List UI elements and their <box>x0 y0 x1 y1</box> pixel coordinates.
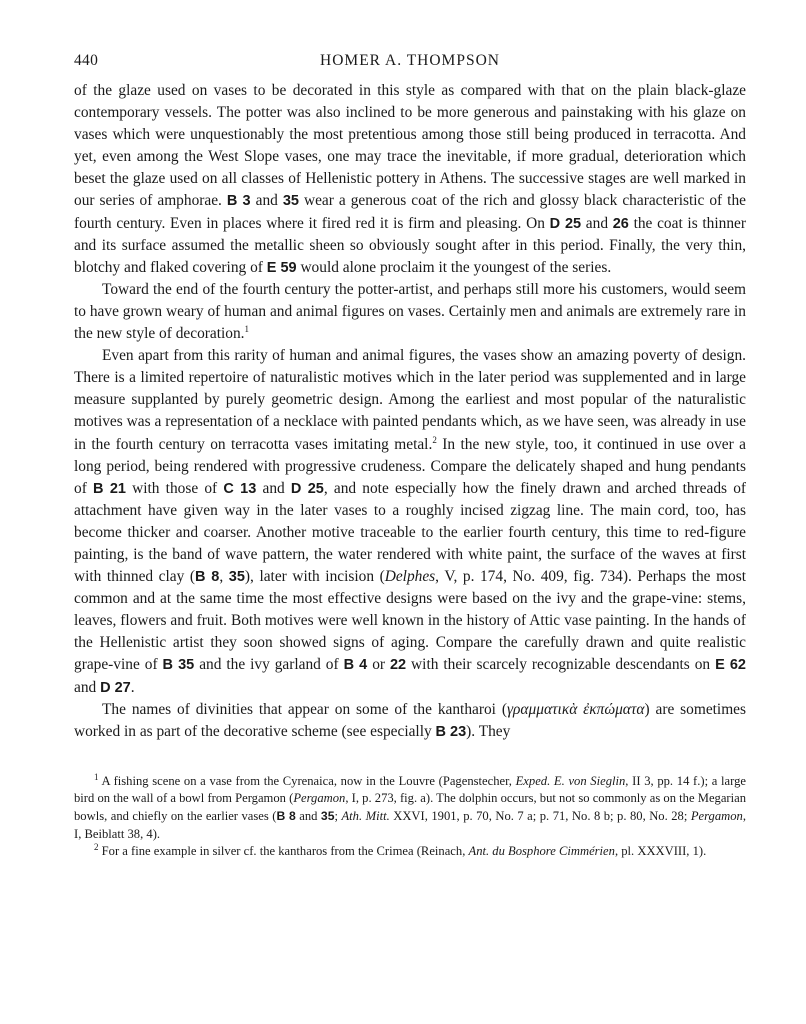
paragraph <box>74 699 746 743</box>
catalogue-ref: B 8 <box>195 569 220 586</box>
text-run: and <box>581 214 613 232</box>
text-run: and <box>256 479 291 497</box>
text-run: , <box>219 568 229 586</box>
text-run: , II 3, pp. 14 f.); a large bird on the wall of a bowl from Pergamon ( <box>74 773 746 806</box>
paragraph <box>74 80 746 279</box>
text-run: The names of divinities that appear on some of the kantharoi ( <box>102 700 507 718</box>
catalogue-ref: 35 <box>282 193 299 210</box>
catalogue-ref: B 35 <box>162 657 195 674</box>
catalogue-ref: B 8 <box>276 809 296 823</box>
text-run: ) are sometimes worked in as part of the decorative scheme (see especially <box>74 700 746 740</box>
text-run: Toward the end of the fourth century the potter-artist, and perhaps still more his customers, would seem to have grown weary of human and animal figures on vases. Certainly men and animals are extremely rare in the new style of decoration. <box>74 280 746 343</box>
italic-text: Pergamon <box>293 791 346 806</box>
catalogue-ref: 26 <box>612 215 629 232</box>
text-run: the coat is thinner and its surface assumed the metallic sheen so obviously sought after in this period. Finally, the very thin, blotchy and flaked covering of <box>74 214 746 276</box>
text-run: and <box>250 192 283 210</box>
italic-text: γραμματικὰ ἐκπώματα <box>506 700 645 718</box>
catalogue-ref: 22 <box>389 657 407 674</box>
body-text <box>74 80 746 743</box>
text-run: or <box>367 656 390 674</box>
italic-text: Ath. Mitt. <box>341 809 390 823</box>
text-run: with those of <box>125 479 224 497</box>
text-run: and <box>295 809 321 823</box>
catalogue-ref: B 3 <box>226 193 251 210</box>
footnote <box>74 843 746 861</box>
paragraph <box>74 279 746 345</box>
text-run: of the glaze used on vases to be decorated in this style as compared with that on the plain black-glaze contemporary vessels. The potter was also inclined to be more generous and painstaking with his glaze on vases which were unquestionably the most pretentious among those still being produced in terracotta. And yet, even among the West Slope vases, one may trace the inevitable, if more gradual, deterioration which beset the glaze used on all classes of Hellenistic pottery in Athens. The successive stages are well marked in our series of amphorae. <box>74 82 746 210</box>
text-run: , V, p. 174, No. 409, fig. 734). Perhaps the most common and at the same time the most effective designs were based on the ivy and the grape-vine: stems, leaves, flowers and fruit. Both motives were well known in the history of Attic vase painting. In the hands of the Hellenistic artist they soon showed signs of aging. Compare the carefully drawn and quite realistic grape-vine of <box>74 568 746 674</box>
catalogue-ref: D 25 <box>290 480 324 497</box>
catalogue-ref: B 23 <box>435 723 467 740</box>
text-run: with their scarcely recognizable descendants on <box>406 656 716 674</box>
text-run: and <box>74 678 101 696</box>
text-run: ). They <box>466 722 511 740</box>
catalogue-ref: B 21 <box>93 480 126 497</box>
catalogue-ref: D 25 <box>549 215 582 232</box>
text-run: Even apart from this rarity of human and animal figures, the vases show an amazing poverty of design. There is a limited repertoire of naturalistic motives which in the later period was supplemented and in large measure supplanted by purely geometric design. Among the earliest and most popular of the naturalistic motives was a representation of a necklace with painted pendants which, as we have seen, was already in use in the fourth century on terracotta vases imitating metal. <box>74 347 746 453</box>
text-run: ; <box>334 809 342 823</box>
page-header <box>74 50 746 80</box>
text-run: , and note especially how the finely drawn and arched threads of attachment have given way in the later vases to a roughly incised zigzag line. The main cord, too, has become thicker and coarser. Another motive traceable to the earlier fourth century, this time to red-figure painting, is the band of wave pattern, the water rendered with white paint, the surface of the waves at first with thinned clay ( <box>74 479 747 586</box>
catalogue-ref: C 13 <box>223 480 257 497</box>
italic-text: Exped. E. von Sieglin <box>515 773 626 788</box>
italic-text: Ant. du Bosphore Cimmérien <box>468 844 615 859</box>
footnotes <box>74 773 746 861</box>
text-run: , I, p. 273, fig. a). The dolphin occurs, but not so commonly as on the Megarian bowls, and chiefly on the earlier vases ( <box>74 791 746 823</box>
text-run: XXVI, 1901, p. 70, No. 7 a; p. 71, No. 8 b; p. 80, No. 28; <box>389 809 691 823</box>
footnote <box>74 773 746 843</box>
text-run: wear a generous coat of the rich and glossy black characteristic of the fourth century. Even in places where it fired red it is firm and pleasing. On <box>74 192 746 232</box>
text-run: In the new style, too, it continued in use over a long period, being rendered with progressive crudeness. Compare the delicately shaped and hung pendants of <box>74 435 746 497</box>
italic-text: Pergamon <box>690 809 743 823</box>
catalogue-ref: D 27 <box>100 679 131 696</box>
text-run: would alone proclaim it the youngest of the series. <box>296 258 612 276</box>
running-head: HOMER A. THOMPSON <box>320 52 500 69</box>
footnote-marker: 1 <box>244 323 250 334</box>
text-run: , pl. XXXVIII, 1). <box>614 844 707 859</box>
footnote-marker: 2 <box>94 842 99 852</box>
footnote-marker: 1 <box>94 771 99 782</box>
text-run: ), later with incision ( <box>244 568 385 586</box>
paragraph <box>74 345 746 699</box>
italic-text: Delphes <box>384 568 436 586</box>
page <box>74 50 746 861</box>
footnote-marker: 2 <box>432 434 437 445</box>
catalogue-ref: 35 <box>320 809 335 823</box>
text-run: A fishing scene on a vase from the Cyrenaica, now in the Louvre (Pagenstecher, <box>98 773 516 788</box>
text-run: , I, Beiblatt 38, 4). <box>74 809 746 841</box>
catalogue-ref: B 4 <box>343 657 368 674</box>
text-run: and the ivy garland of <box>194 656 344 674</box>
catalogue-ref: 35 <box>228 569 245 586</box>
text-run: . <box>130 678 135 696</box>
text-run: For a fine example in silver cf. the kantharos from the Crimea (Reinach, <box>98 844 469 859</box>
page-number: 440 <box>74 52 99 69</box>
catalogue-ref: E 59 <box>266 259 297 276</box>
catalogue-ref: E 62 <box>715 657 746 674</box>
